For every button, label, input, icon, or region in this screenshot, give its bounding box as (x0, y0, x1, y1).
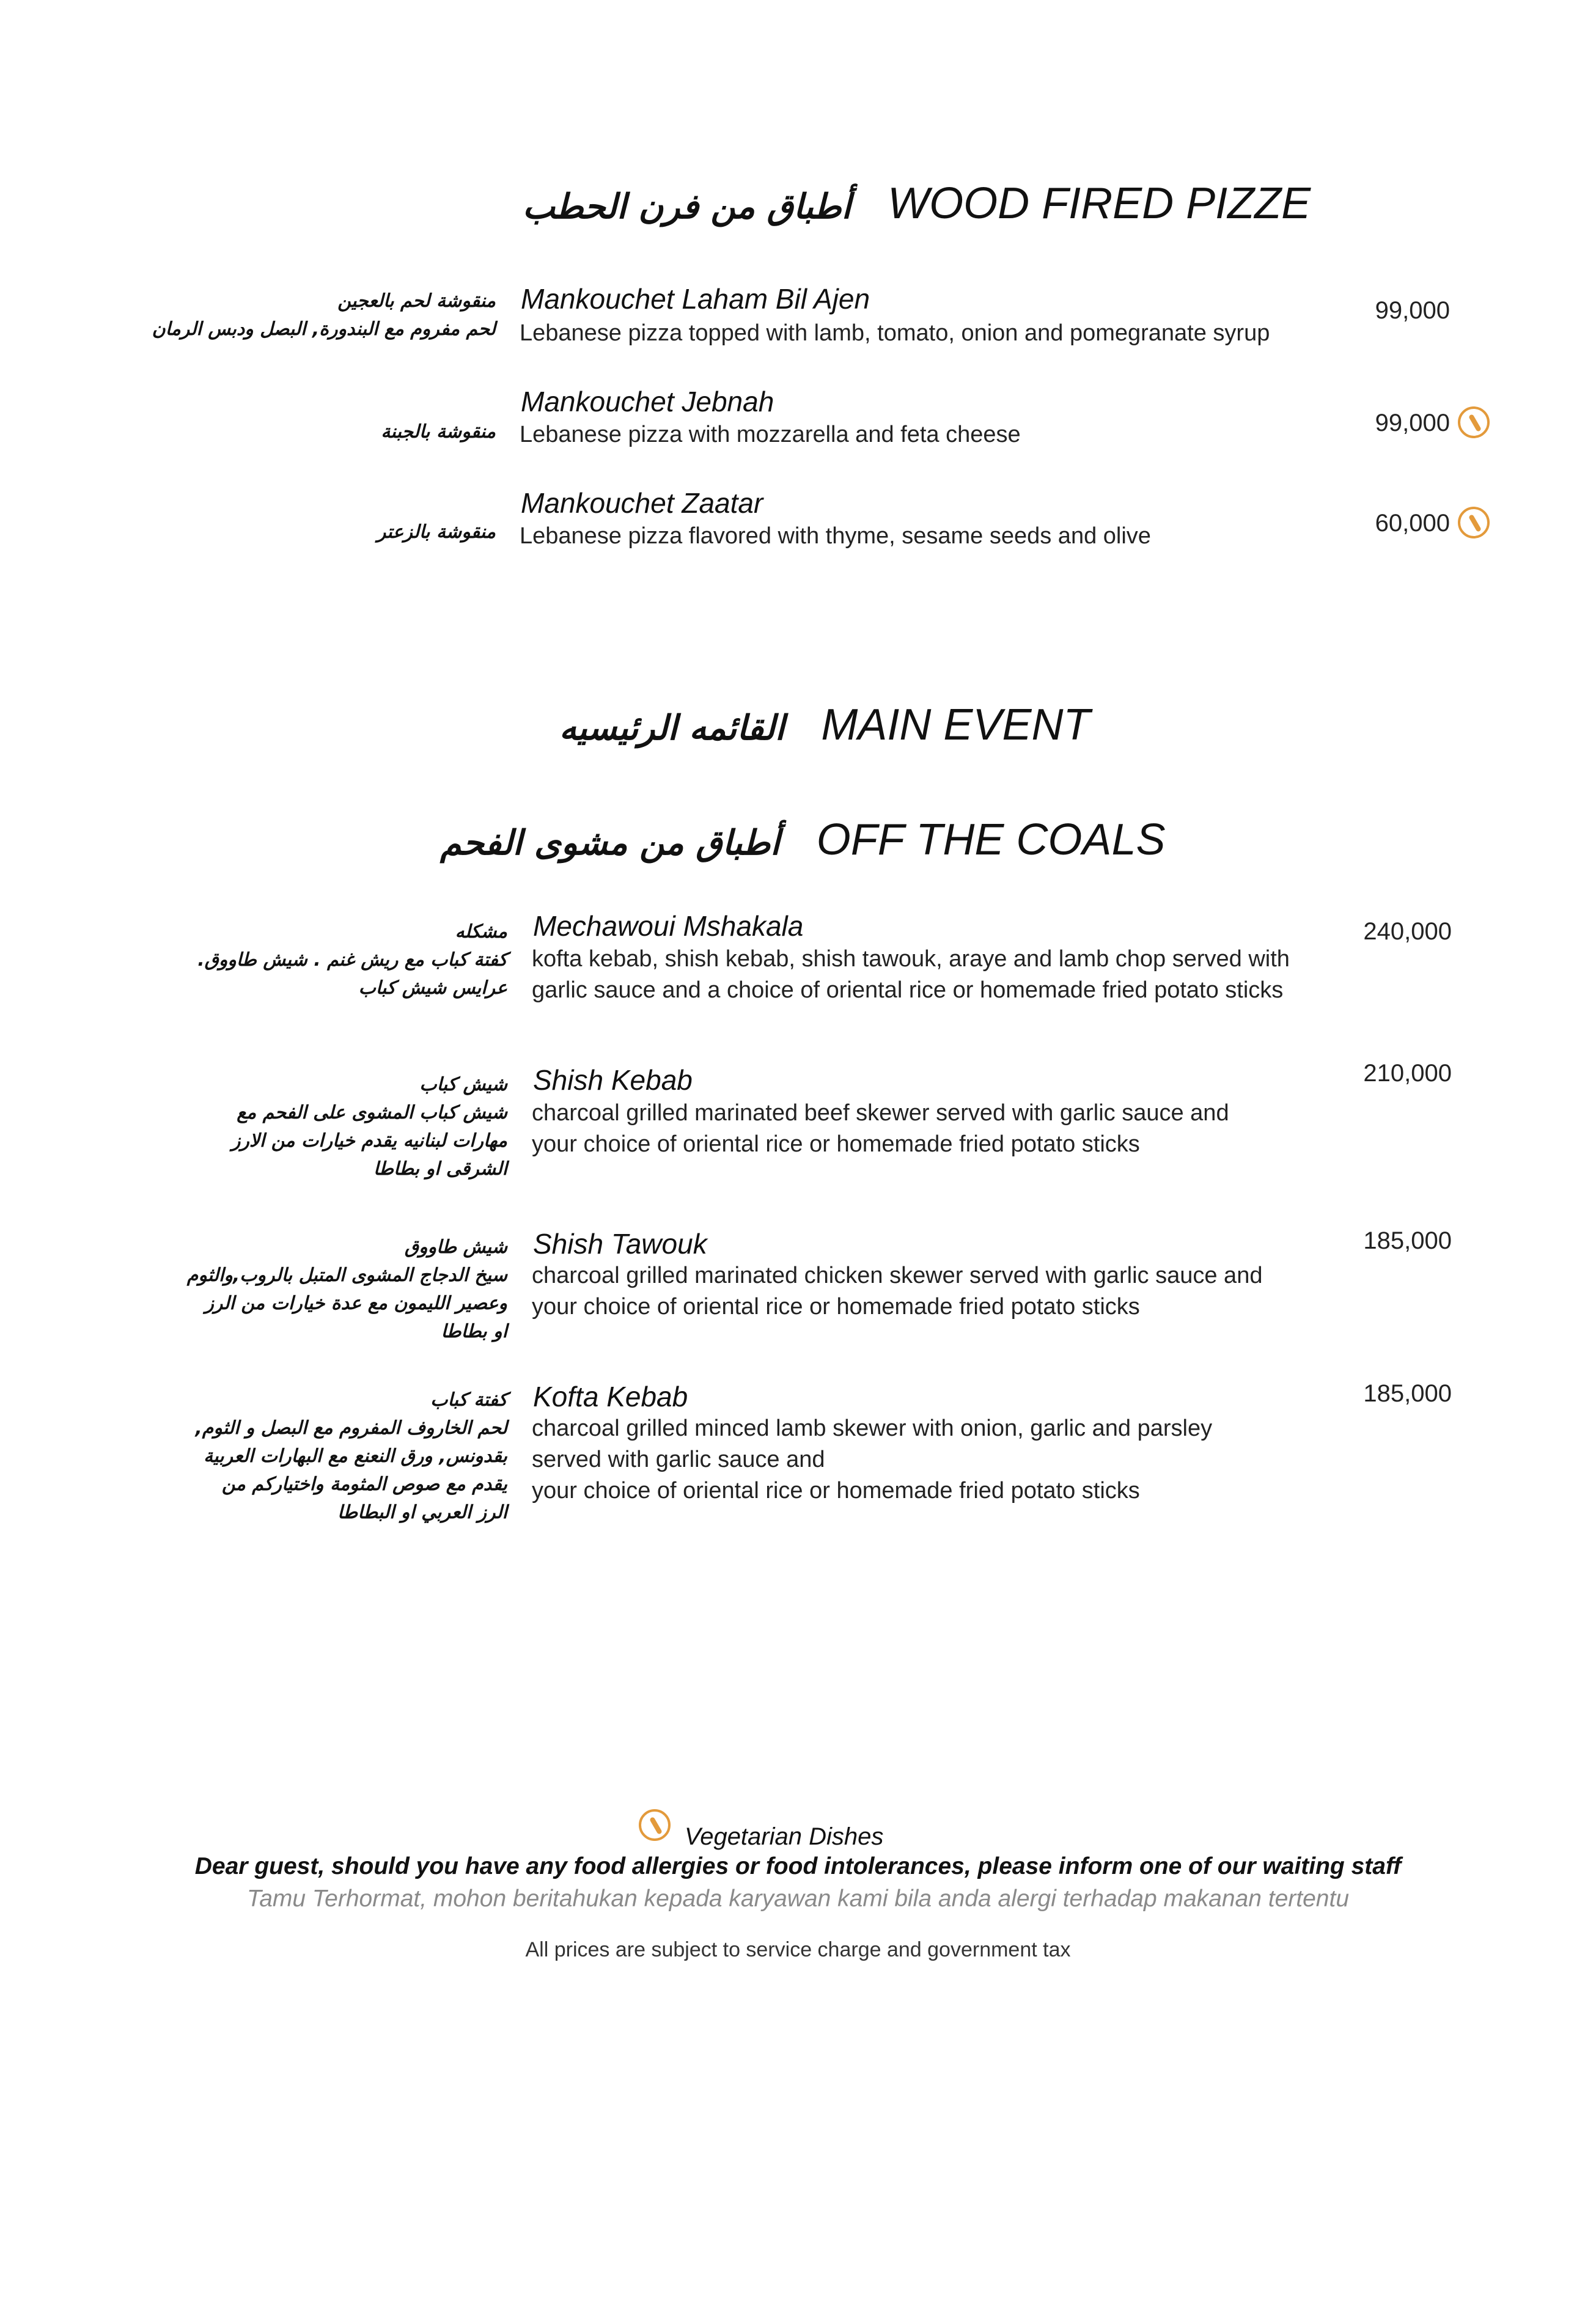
section-title-coals (440, 815, 1166, 865)
section-title-pizza (523, 178, 1311, 229)
coal-item-3-desc: charcoal grilled marinated chicken skewer served with garlic sauce and your choice of oriental rice or homemade fried potato sticks (532, 1263, 1263, 1320)
section-title-main-ar: القائمه الرئيسيه (559, 708, 785, 748)
coal-item-1-arabic: مشكله كفتة كباب مع ريش غنم . شيش طاووق. عرايس شيش كباب (197, 921, 507, 999)
pizza-item-3-price: 60,000 (1375, 510, 1450, 537)
pizza-item-1-arabic: منقوشة لحم بالعجين لحم مفروم مع البندورة, البصل ودبس الرمان (152, 290, 496, 340)
allergy-notice-id: Tamu Terhormat, mohon beritahukan kepada karyawan kami bila anda alergi terhadap makanan tertentu (246, 1886, 1350, 1912)
section-title-coals-ar: أطباق من مشوى الفحم (440, 823, 780, 863)
pizza-item-3-desc: Lebanese pizza flavored with thyme, sesame seeds and olive (520, 523, 1151, 549)
coal-item-4-name: Kofta Kebab (533, 1381, 688, 1412)
coal-item-3-price: 185,000 (1363, 1227, 1452, 1254)
pizza-item-1-price: 99,000 (1375, 297, 1450, 324)
vegetarian-legend: Vegetarian Dishes (685, 1823, 884, 1850)
coal-item-3-name: Shish Tawouk (533, 1228, 707, 1260)
coal-item-2-desc: charcoal grilled marinated beef skewer served with garlic sauce and your choice of oriental rice or homemade fried potato sticks (532, 1100, 1229, 1157)
section-title-pizza-ar: أطباق من فرن الحطب (523, 187, 851, 227)
pizza-item-1-name: Mankouchet Laham Bil Ajen (521, 283, 870, 315)
coal-item-1-price: 240,000 (1363, 918, 1452, 945)
vegetarian-icon (639, 1809, 671, 1841)
vegetarian-icon (1458, 406, 1490, 438)
section-title-pizza-en: WOOD FIRED PIZZE (888, 179, 1311, 228)
coal-item-1-desc: kofta kebab, shish kebab, shish tawouk, araye and lamb chop served with garlic sauce and a choice of oriental rice or homemade fried potato sticks (532, 946, 1290, 1003)
coal-item-3-arabic: شيش طاووق سيخ الدجاج المشوى المتبل بالروب,والثوم وعصير الليمون مع عدة خيارات من الرز او بطاطا (186, 1236, 507, 1342)
allergy-notice-en: Dear guest, should you have any food allergies or food intolerances, please inform one of our waiting staff (194, 1853, 1402, 1879)
tax-note: All prices are subject to service charge and government tax (525, 1938, 1071, 1961)
section-title-main (559, 700, 1090, 750)
vegetarian-icon (1458, 507, 1490, 538)
section-title-main-en: MAIN EVENT (821, 700, 1090, 749)
coal-item-2-arabic: شيش كباب شيش كباب المشوى على الفحم مع مهارات لبنانيه يقدم خيارات من الارز الشرقى او بطاطا (231, 1074, 507, 1180)
coal-item-2-price: 210,000 (1363, 1060, 1452, 1087)
pizza-item-3-name: Mankouchet Zaatar (521, 487, 763, 519)
pizza-item-2-arabic: منقوشة بالجبنة (381, 421, 496, 443)
coal-item-4-price: 185,000 (1363, 1380, 1452, 1407)
pizza-item-2-name: Mankouchet Jebnah (521, 386, 774, 417)
pizza-item-1-desc: Lebanese pizza topped with lamb, tomato, onion and pomegranate syrup (520, 320, 1270, 346)
coal-item-4-arabic: كفتة كباب لحم الخاروف المفروم مع البصل و الثوم, بقدونس, ورق النعنع مع البهارات العربية يقدم مع صوص المثومة واختياركم من الرز العربي او البطاطا (195, 1389, 507, 1523)
coal-item-1-name: Mechawoui Mshakala (533, 910, 804, 942)
pizza-item-2-desc: Lebanese pizza with mozzarella and feta cheese (520, 422, 1021, 447)
pizza-item-2-price: 99,000 (1375, 410, 1450, 436)
pizza-item-3-arabic: منقوشة بالزعتر (377, 521, 496, 543)
coal-item-2-name: Shish Kebab (533, 1064, 693, 1096)
section-title-coals-en: OFF THE COALS (816, 815, 1166, 864)
coal-item-4-desc: charcoal grilled minced lamb skewer with onion, garlic and parsley served with garlic sauce and your choice of oriental rice or homemade fried potato sticks (532, 1416, 1213, 1504)
